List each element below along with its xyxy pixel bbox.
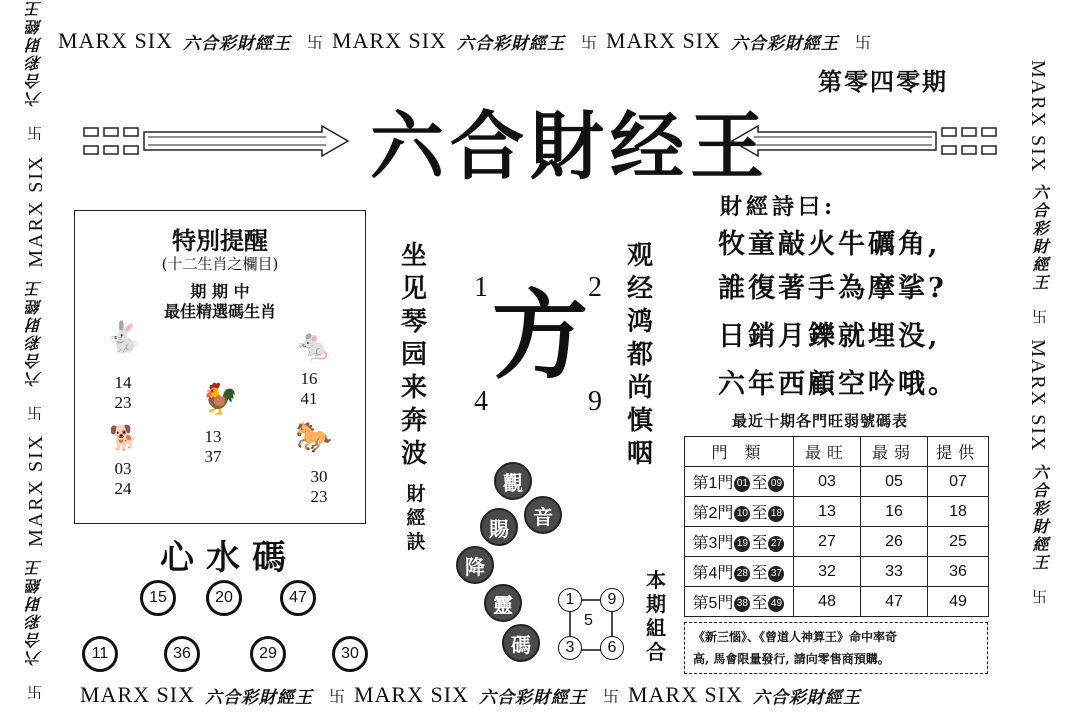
mouse-icon: 🐁 xyxy=(295,328,333,363)
swastika-icon: 卐 xyxy=(854,34,872,52)
center-poem-right xyxy=(624,240,656,471)
swastika-icon: 卐 xyxy=(1030,309,1046,327)
combo-title-char: 組 xyxy=(646,616,666,640)
char-bubble: 觀 xyxy=(494,462,532,500)
border-cn: 六合彩財經王 xyxy=(27,278,44,387)
gate-label: 第2門 xyxy=(692,505,734,522)
swastika-icon: 卐 xyxy=(580,34,598,52)
swastika-icon: 卐 xyxy=(1030,588,1046,606)
gate-cell xyxy=(685,497,794,527)
swastika-icon: 卐 xyxy=(328,688,346,706)
dog-icon: 🐕 xyxy=(109,424,139,452)
zodiac-number: 30 xyxy=(310,467,328,486)
poem-char: 都 xyxy=(626,340,653,370)
weak-cell: 26 xyxy=(861,527,928,557)
poem-char: 经 xyxy=(626,274,653,304)
number-ball: 20 xyxy=(206,580,242,616)
table-header: 門 類 xyxy=(685,437,794,467)
gate-from: 28 xyxy=(734,566,750,582)
number-ball: 36 xyxy=(164,636,200,672)
poem-char: 观 xyxy=(626,241,653,271)
weak-cell: 05 xyxy=(861,467,928,497)
border-en: MARX SIX xyxy=(25,433,47,547)
weak-cell: 33 xyxy=(861,557,928,587)
left-border xyxy=(24,0,48,706)
border-cn: 六合彩財經王 xyxy=(752,687,861,707)
gate-from: 01 xyxy=(734,476,750,492)
swastika-icon: 卐 xyxy=(602,688,620,706)
gate-to: 09 xyxy=(768,476,784,492)
strong-cell: 48 xyxy=(794,587,861,617)
border-en: MARX SIX xyxy=(331,28,447,53)
gate-label: 第5門 xyxy=(692,595,734,612)
poem-char: 尚 xyxy=(626,373,653,403)
border-en: MARX SIX xyxy=(25,154,47,268)
border-en: MARX SIX xyxy=(353,682,469,707)
right-border xyxy=(1026,60,1050,680)
corner-number: 9 xyxy=(588,386,602,417)
gate-cell xyxy=(685,527,794,557)
gate-cell xyxy=(685,467,794,497)
combo-title xyxy=(644,568,668,664)
border-en: MARX SIX xyxy=(605,28,721,53)
table-row xyxy=(685,497,989,527)
gate-to: 18 xyxy=(768,506,784,522)
advert-line: 高, 馬會限量發行, 請向零售商預購。 xyxy=(693,652,890,666)
corner-number: 4 xyxy=(474,386,488,417)
gates-table xyxy=(684,436,989,617)
zodiac-number: 13 xyxy=(204,427,222,446)
weak-cell: 16 xyxy=(861,497,928,527)
poem-char: 咽 xyxy=(626,439,653,469)
border-cn: 六合彩財經王 xyxy=(27,0,44,108)
gate-from: 38 xyxy=(734,596,750,612)
strong-cell: 13 xyxy=(794,497,861,527)
special-reminder-box xyxy=(74,210,366,524)
offer-cell: 18 xyxy=(928,497,989,527)
offer-cell: 36 xyxy=(928,557,989,587)
swastika-icon: 卐 xyxy=(28,403,44,421)
poem-char: 慎 xyxy=(626,406,653,436)
poem-char: 琴 xyxy=(400,307,427,337)
reminder-line: 最佳精選碼生肖 xyxy=(163,302,276,321)
to-word: 至 xyxy=(751,475,768,492)
jue-char: 財 xyxy=(406,483,426,505)
gate-from: 10 xyxy=(734,506,750,522)
border-cn: 六合彩財經王 xyxy=(456,33,565,53)
corner-number: 2 xyxy=(588,272,602,303)
char-bubble: 音 xyxy=(524,496,562,534)
border-en: MARX SIX xyxy=(1027,60,1049,174)
combo-number: 9 xyxy=(600,588,624,612)
number-ball: 30 xyxy=(332,636,368,672)
number-ball: 47 xyxy=(280,580,316,616)
border-en: MARX SIX xyxy=(627,682,743,707)
reminder-subtitle: (十二生肖之欄目) xyxy=(161,255,279,273)
right-arrow-icon xyxy=(82,124,352,160)
table-title: 最近十期各門旺弱號碼表 xyxy=(732,412,909,430)
to-word: 至 xyxy=(751,565,768,582)
strong-cell: 27 xyxy=(794,527,861,557)
jue-char: 訣 xyxy=(406,531,426,553)
table-row xyxy=(685,467,989,497)
poem-char: 来 xyxy=(400,373,427,403)
combo-number: 6 xyxy=(600,636,624,660)
gate-to: 49 xyxy=(768,596,784,612)
poem-line: 日銷月鑠就埋没, xyxy=(718,321,941,352)
poem-char: 奔 xyxy=(400,406,427,436)
combo-number: 1 xyxy=(558,588,582,612)
top-border xyxy=(58,28,880,54)
swastika-icon: 卐 xyxy=(28,683,44,700)
border-cn: 六合彩財經王 xyxy=(27,558,44,666)
number-ball: 15 xyxy=(140,580,176,616)
poem-char: 园 xyxy=(400,340,427,370)
border-en: MARX SIX xyxy=(1027,339,1049,453)
combo-title-char: 合 xyxy=(646,640,666,664)
corner-number: 1 xyxy=(474,272,488,303)
horse-icon: 🐎 xyxy=(295,420,333,455)
border-cn: 六合彩財經王 xyxy=(1030,463,1047,572)
gate-cell xyxy=(685,557,794,587)
gate-label: 第4門 xyxy=(692,565,734,582)
center-character: 方 xyxy=(492,279,588,392)
poem-line: 誰復著手為摩挲? xyxy=(718,273,947,304)
gate-from: 19 xyxy=(734,536,750,552)
to-word: 至 xyxy=(751,535,768,552)
table-header: 最弱 xyxy=(861,437,928,467)
offer-cell: 07 xyxy=(928,467,989,497)
combo-title-char: 本 xyxy=(646,568,666,592)
border-en: MARX SIX xyxy=(58,28,173,53)
reminder-line: 期 期 中 xyxy=(190,282,250,301)
zodiac-number: 41 xyxy=(300,389,318,408)
border-cn: 六合彩財經王 xyxy=(204,687,313,707)
zodiac-number: 23 xyxy=(310,487,328,506)
gate-label: 第1門 xyxy=(692,475,734,492)
combo-number: 5 xyxy=(584,612,593,629)
center-poem-left xyxy=(398,240,430,471)
zodiac-number: 03 xyxy=(114,459,132,478)
poem-line: 牧童敲火牛礪角, xyxy=(718,229,941,260)
number-ball: 11 xyxy=(82,636,118,672)
table-row xyxy=(685,557,989,587)
offer-cell: 25 xyxy=(928,527,989,557)
table-header: 提供 xyxy=(928,437,989,467)
gate-to: 27 xyxy=(768,536,784,552)
border-cn: 六合彩財經王 xyxy=(730,33,839,53)
poem-title: 財經詩曰: xyxy=(720,194,837,220)
gate-label: 第3門 xyxy=(692,535,734,552)
gate-to: 37 xyxy=(768,566,784,582)
border-cn: 六合彩財經王 xyxy=(1030,184,1047,293)
table-header-row xyxy=(685,437,989,467)
poem-char: 鸿 xyxy=(626,307,653,337)
zodiac-number: 16 xyxy=(300,369,318,388)
table-row xyxy=(685,527,989,557)
swastika-icon: 卐 xyxy=(306,34,324,52)
advert-box xyxy=(684,622,988,674)
char-bubble: 賜 xyxy=(480,508,518,546)
table-header: 最旺 xyxy=(794,437,861,467)
weak-cell: 47 xyxy=(861,587,928,617)
swastika-icon: 卐 xyxy=(28,124,44,142)
zodiac-number: 14 xyxy=(114,373,132,392)
gate-cell xyxy=(685,587,794,617)
heart-code-title: 心水碼 xyxy=(160,538,298,578)
char-bubble: 碼 xyxy=(502,624,540,662)
char-bubble: 降 xyxy=(456,546,494,584)
combo-title-char: 期 xyxy=(646,592,666,616)
table-row xyxy=(685,587,989,617)
reminder-title: 特別提醒 xyxy=(172,226,268,255)
strong-cell: 32 xyxy=(794,557,861,587)
border-cn: 六合彩財經王 xyxy=(478,687,587,707)
main-title: 六合財经王 xyxy=(370,104,770,190)
issue-number: 第零四零期 xyxy=(818,67,948,96)
border-cn: 六合彩財經王 xyxy=(182,33,291,53)
poem-char: 波 xyxy=(400,439,427,469)
advert-line: 《新三惱》、《曾道人神算王》命中率奇 xyxy=(693,630,898,644)
border-en: MARX SIX xyxy=(80,682,195,707)
char-bubble: 靈 xyxy=(484,584,522,622)
number-ball: 29 xyxy=(250,636,286,672)
combo-number: 3 xyxy=(558,636,582,660)
rooster-icon: 🐓 xyxy=(201,382,239,417)
jue-char: 經 xyxy=(406,507,426,529)
poem-line: 六年西顧空吟哦。 xyxy=(718,369,958,400)
rabbit-icon: 🐇 xyxy=(105,320,143,355)
bottom-border xyxy=(80,682,869,708)
zodiac-number: 24 xyxy=(114,479,132,498)
to-word: 至 xyxy=(751,595,768,612)
poem-char: 见 xyxy=(400,274,427,304)
zodiac-number: 37 xyxy=(204,447,222,466)
poem-char: 坐 xyxy=(400,241,427,271)
offer-cell: 49 xyxy=(928,587,989,617)
strong-cell: 03 xyxy=(794,467,861,497)
zodiac-number: 23 xyxy=(114,393,132,412)
to-word: 至 xyxy=(751,505,768,522)
finance-formula-label xyxy=(404,482,428,554)
